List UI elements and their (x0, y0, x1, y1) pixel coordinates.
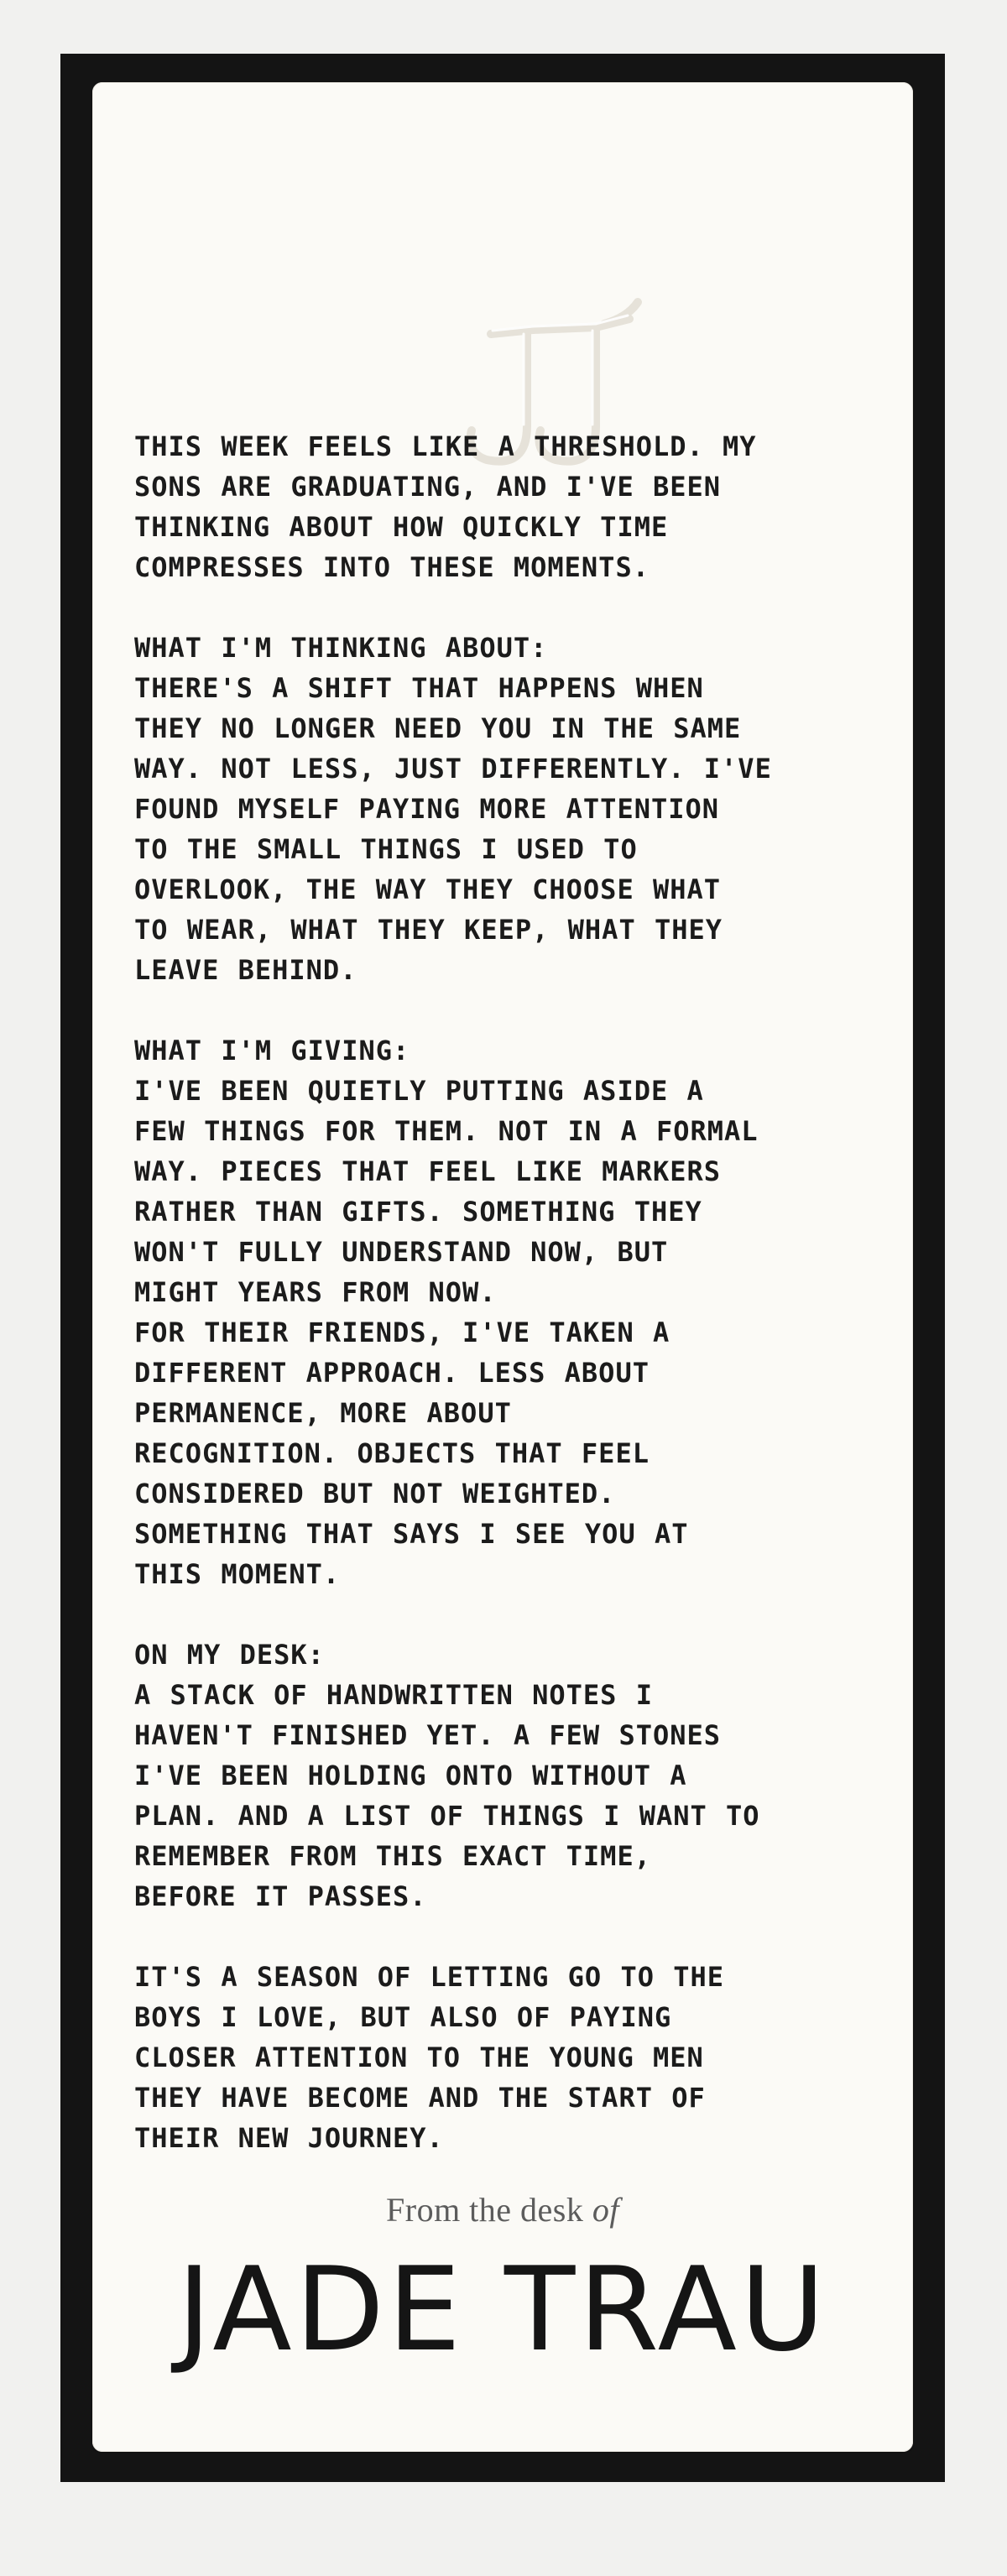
from-the-desk-text: From the desk (386, 2191, 584, 2229)
note-paragraph-intro: THIS WEEK FEELS LIKE A THRESHOLD. MY SONS ARE GRADUATING, AND I'VE BEEN THINKING ABOUT HOW QUICKLY TIME COMPRESSES INTO THESE MOMENTS. (134, 430, 757, 583)
stationery-card (92, 82, 913, 2452)
note-paragraph-desk: ON MY DESK: A STACK OF HANDWRITTEN NOTES I HAVEN'T FINISHED YET. A FEW STONES I'VE BEEN HOLDING ONTO WITHOUT A PLAN. AND A LIST OF THINGS I WANT TO REMEMBER FROM THIS EXACT TIME, BEFORE IT PASSES. (134, 1639, 760, 1912)
note-paragraph-giving: WHAT I'M GIVING: I'VE BEEN QUIETLY PUTTING ASIDE A FEW THINGS FOR THEM. NOT IN A FORMAL WAY. PIECES THAT FEEL LIKE MARKERS RATHER THAN GIFTS. SOMETHING THEY WON'T FULLY UNDERSTAND NOW, BUT MIGHT YEARS FROM NOW. FOR THEIR FRIENDS, I'VE TAKEN A DIFFERENT APPROACH. LESS ABOUT PERMANENCE, MORE ABOUT RECOGNITION. OBJECTS THAT FEEL CONSIDERED BUT NOT WEIGHTED. SOMETHING THAT SAYS I SEE YOU AT THIS MOMENT. (134, 1035, 759, 1590)
note-paragraph-closing: IT'S A SEASON OF LETTING GO TO THE BOYS I LOVE, BUT ALSO OF PAYING CLOSER ATTENTION TO THE YOUNG MEN THEY HAVE BECOME AND THE START OF THEIR NEW JOURNEY. (134, 1961, 725, 2154)
letterhead-name: JADE TRAU (177, 2242, 828, 2377)
handwritten-note (134, 426, 890, 2158)
of-text: of (592, 2191, 619, 2229)
note-paragraph-thinking: WHAT I'M THINKING ABOUT: THERE'S A SHIFT THAT HAPPENS WHEN THEY NO LONGER NEED YOU IN THE SAME WAY. NOT LESS, JUST DIFFERENTLY. I'VE FOUND MYSELF PAYING MORE ATTENTION TO THE SMALL THINGS I USED TO OVERLOOK, THE WAY THEY CHOOSE WHAT TO WEAR, WHAT THEY KEEP, WHAT THEY LEAVE BEHIND. (134, 632, 772, 986)
from-the-desk-line (92, 2190, 913, 2229)
